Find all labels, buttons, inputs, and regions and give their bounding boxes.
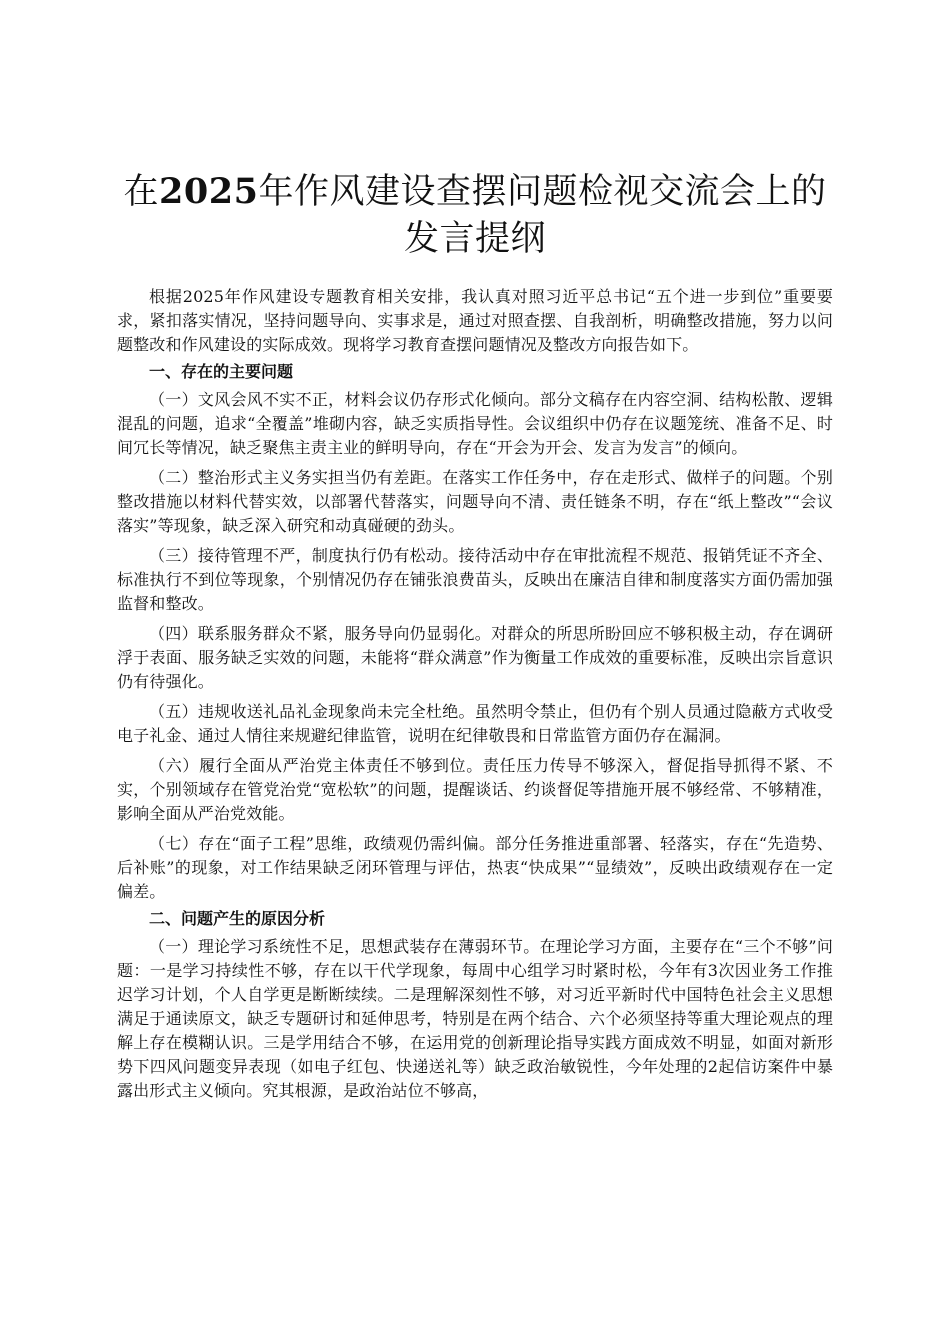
section-1-paragraph-4: （四）联系服务群众不紧，服务导向仍显弱化。对群众的所思所盼回应不够积极主动，存在调研浮于表面、服务缺乏实效的问题，未能将“群众满意”作为衡量工作成效的重要标准，反映出宗旨意识仍有待强化。 bbox=[117, 624, 833, 691]
section-1-paragraph-6: （六）履行全面从严治党主体责任不够到位。责任压力传导不够深入，督促指导抓得不紧、不实，个别领域存在管党治党“宽松软”的问题，提醒谈话、约谈督促等措施开展不够经常、不够精准，影响全面从严治党效能。 bbox=[117, 756, 833, 823]
title-line-2: 发言提纲 bbox=[403, 219, 546, 259]
section-1-paragraph-7: （七）存在“面子工程”思维，政绩观仍需纠偏。部分任务推进重部署、轻落实，存在“先造势、后补账”的现象，对工作结果缺乏闭环管理与评估，热衷“快成果”“显绩效”，反映出政绩观存在一定偏差。 bbox=[117, 834, 833, 901]
intro-paragraph: 根据2025年作风建设专题教育相关安排，我认真对照习近平总书记“五个进一步到位”重要要求，紧扣落实情况，坚持问题导向、实事求是，通过对照查摆、自我剖析，明确整改措施，努力以问题整改和作风建设的实际成效。现将学习教育查摆问题情况及整改方向报告如下。 bbox=[117, 287, 833, 354]
document-title bbox=[110, 168, 840, 263]
title-line-1 bbox=[110, 168, 840, 216]
document-body bbox=[117, 285, 833, 1103]
section-1-paragraph-1: （一）文风会风不实不正，材料会议仍存形式化倾向。部分文稿存在内容空洞、结构松散、逻辑混乱的问题，追求“全覆盖”堆砌内容，缺乏实质指导性。会议组织中仍存在议题笼统、准备不足、时间冗长等情况，缺乏聚焦主责主业的鲜明导向，存在“开会为开会、发言为发言”的倾向。 bbox=[117, 390, 833, 457]
section-1-paragraph-5: （五）违规收送礼品礼金现象尚未完全杜绝。虽然明令禁止，但仍有个别人员通过隐蔽方式收受电子礼金、通过人情往来规避纪律监管，说明在纪律敬畏和日常监管方面仍存在漏洞。 bbox=[117, 702, 833, 745]
section-heading-1: 一、存在的主要问题 bbox=[149, 362, 294, 381]
title-prefix: 在 bbox=[123, 172, 160, 212]
section-1-paragraph-2: （二）整治形式主义务实担当仍有差距。在落实工作任务中，存在走形式、做样子的问题。个别整改措施以材料代替实效，以部署代替落实，问题导向不清、责任链条不明，存在“纸上整改”“会议落实”等现象，缺乏深入研究和动真碰硬的劲头。 bbox=[117, 468, 833, 535]
title-line1-rest: 年作风建设查摆问题检视交流会上的 bbox=[258, 172, 827, 212]
section-heading-2: 二、问题产生的原因分析 bbox=[149, 909, 326, 928]
title-year: 2025 bbox=[159, 171, 259, 212]
section-2-paragraph-1: （一）理论学习系统性不足，思想武装存在薄弱环节。在理论学习方面，主要存在“三个不够”问题：一是学习持续性不够，存在以干代学现象，每周中心组学习时紧时松，今年有3次因业务工作推迟学习计划，个人自学更是断断续续。二是理解深刻性不够，对习近平新时代中国特色社会主义思想满足于通读原文，缺乏专题研讨和延伸思考，特别是在两个结合、六个必须坚持等重大理论观点的理解上存在模糊认识。三是学用结合不够，在运用党的创新理论指导实践方面成效不明显，如面对新形势下四风问题变异表现（如电子红包、快递送礼等）缺乏政治敏锐性，今年处理的2起信访案件中暴露出形式主义倾向。究其根源，是政治站位不够高， bbox=[117, 937, 833, 1100]
section-1-paragraph-3: （三）接待管理不严，制度执行仍有松动。接待活动中存在审批流程不规范、报销凭证不齐全、标准执行不到位等现象，个别情况仍存在铺张浪费苗头，反映出在廉洁自律和制度落实方面仍需加强监督和整改。 bbox=[117, 546, 833, 613]
